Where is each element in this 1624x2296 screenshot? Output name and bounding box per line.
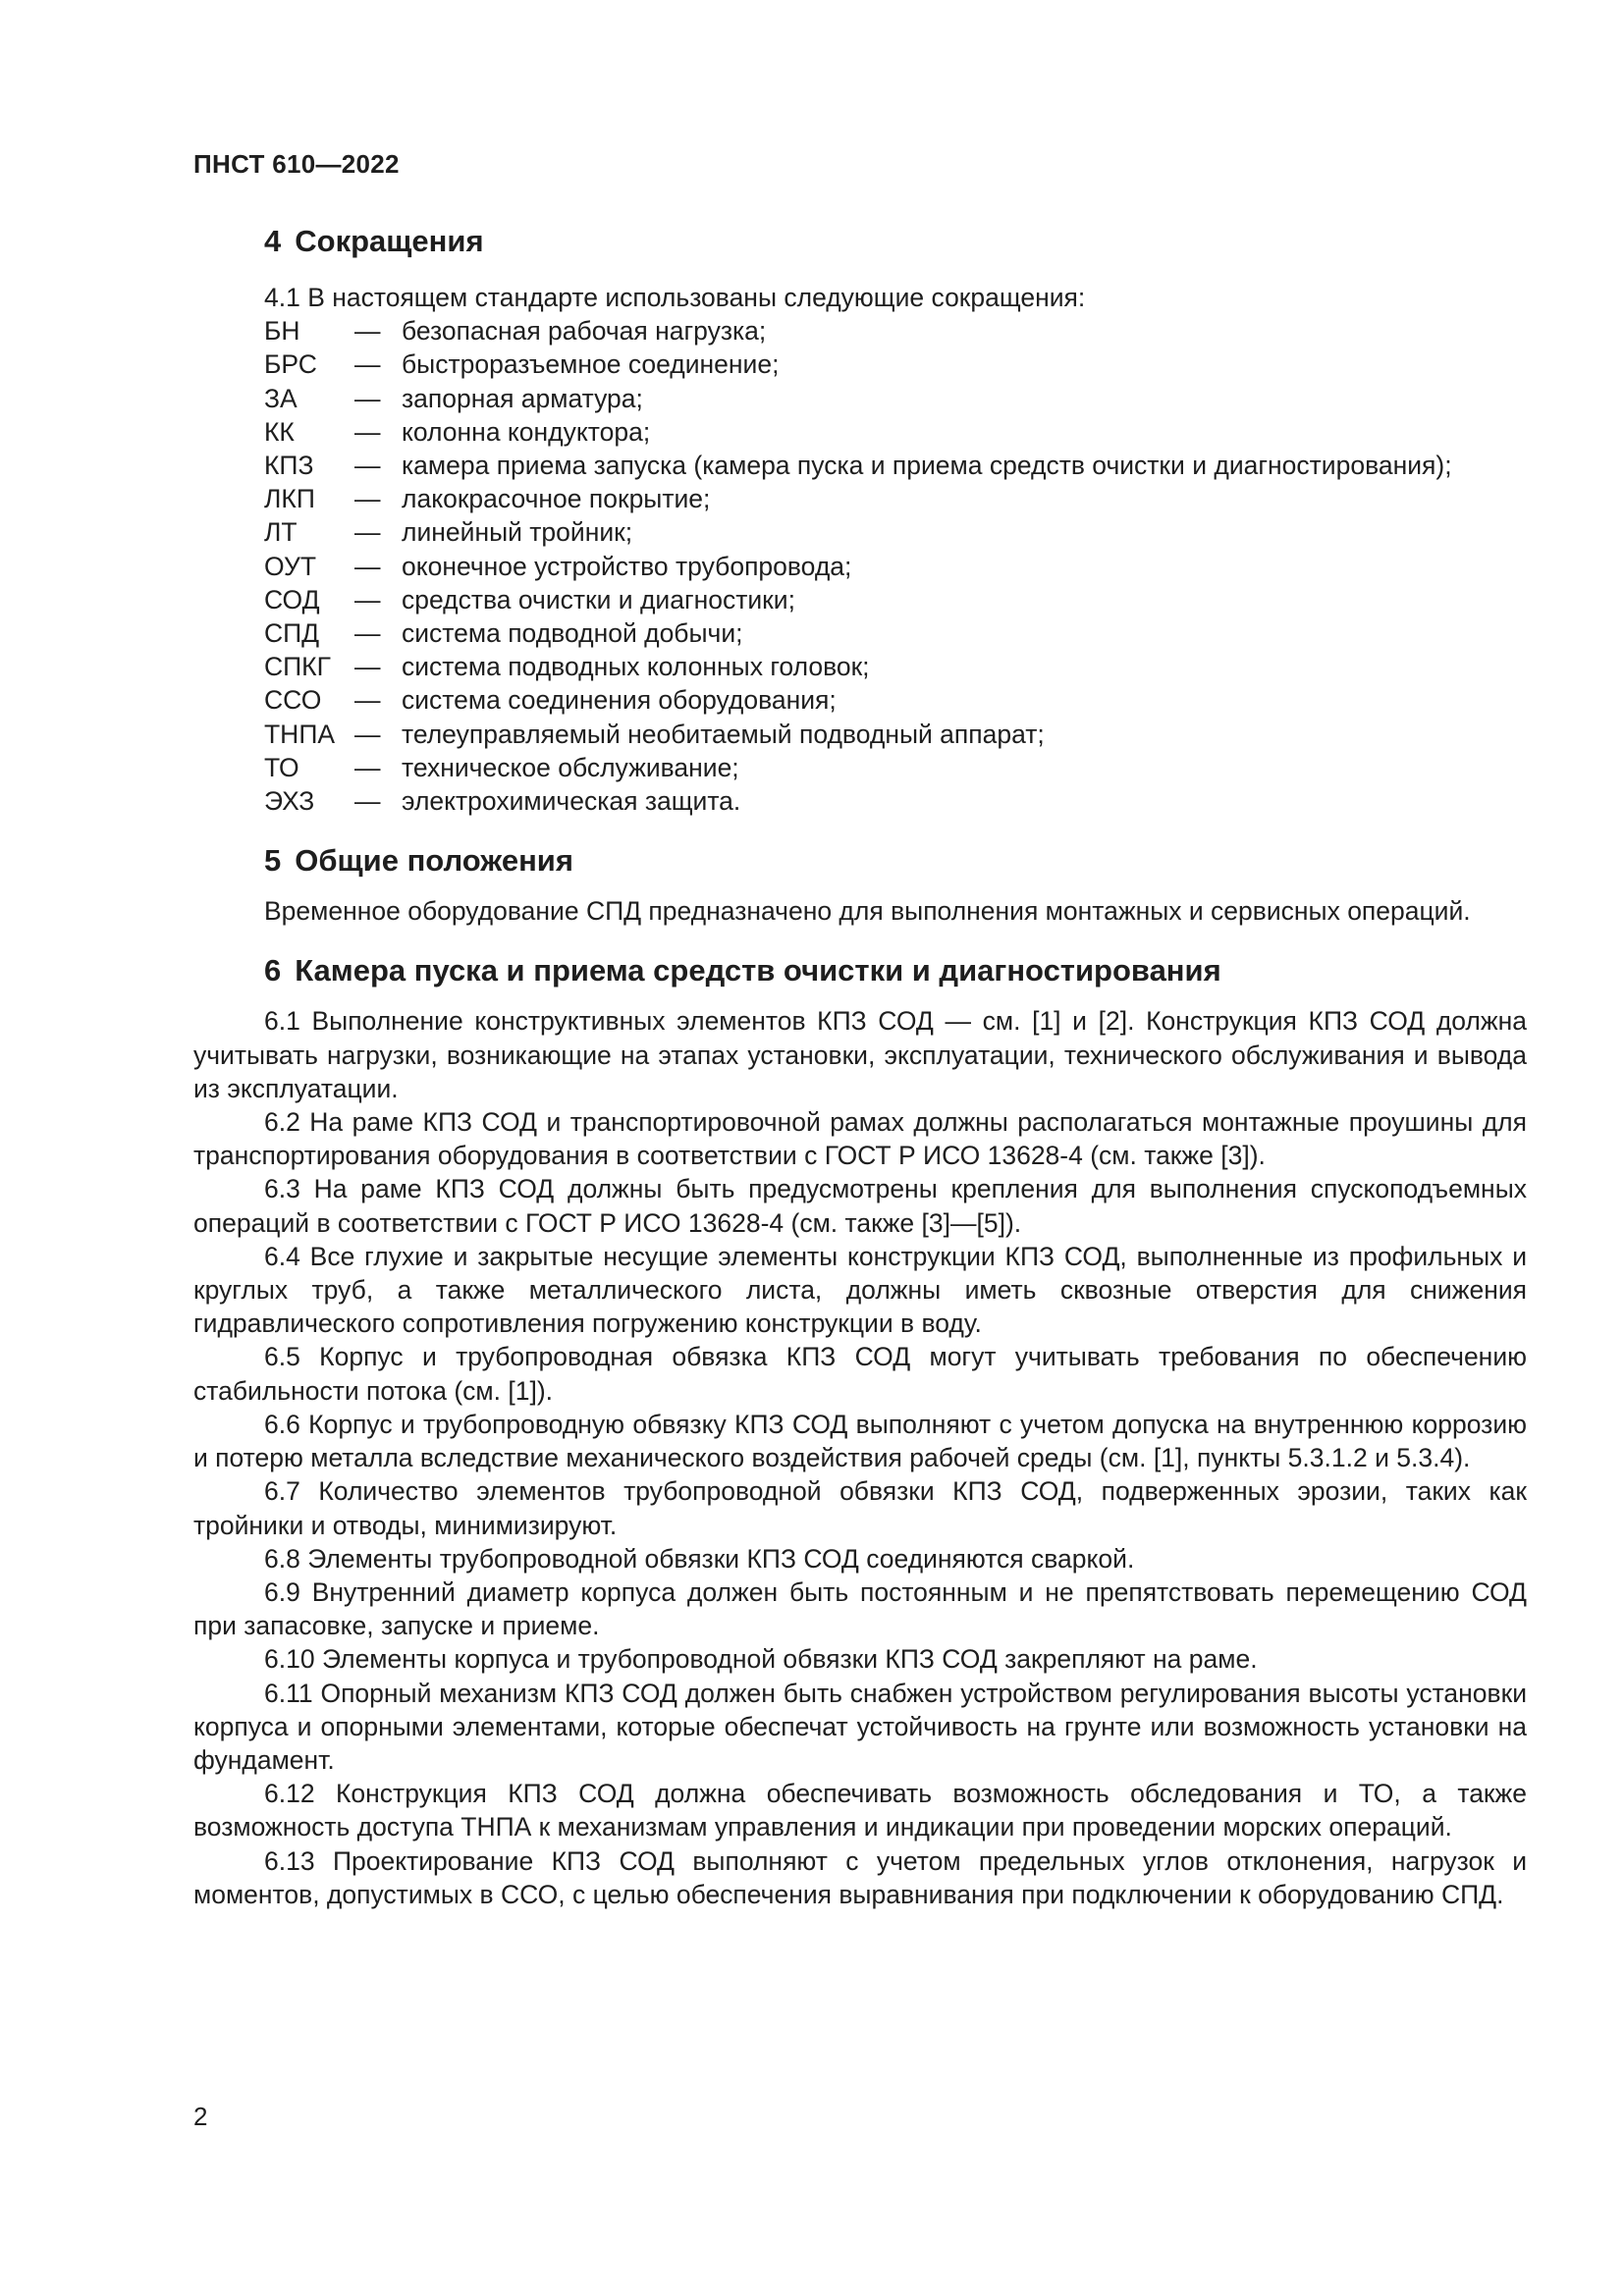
section-6-body (193, 1004, 1527, 1910)
abbreviation-code: БРС (264, 349, 317, 380)
paragraph-6-1: 6.1 Выполнение конструктивных элементов КПЗ СОД — см. [1] и [2]. Конструкция КПЗ СОД должна учитывать нагрузки, возникающие на этапах установки, эксплуатации, технического обслуживания и вывода из эксплуатации. (193, 1006, 1527, 1103)
abbreviation-dash: — (354, 618, 381, 649)
abbreviation-code: ТНПА (264, 719, 336, 749)
paragraph-6-6: 6.6 Корпус и трубопроводную обвязку КПЗ СОД выполняют с учетом допуска на внутреннюю коррозию и потерю металла вследствие механического воздействия рабочей среды (см. [1], пункты 5.3.1.2 и 5.3.4). (193, 1409, 1527, 1473)
paragraph-6-7: 6.7 Количество элементов трубопроводной обвязки КПЗ СОД, подверженных эрозии, таких как тройники и отводы, минимизируют. (193, 1476, 1527, 1540)
abbreviation-definition: запорная арматура; (402, 383, 643, 413)
abbreviation-row (193, 449, 1527, 482)
abbreviation-row (193, 718, 1527, 751)
abbreviation-definition: электрохимическая защита. (402, 786, 741, 817)
abbreviation-code: ССО (264, 685, 322, 716)
abbreviation-dash: — (354, 416, 381, 447)
section-4-intro: 4.1 В настоящем стандарте использованы следующие сокращения: (264, 283, 1086, 312)
abbreviation-row (193, 382, 1527, 415)
abbreviation-row (193, 784, 1527, 818)
abbreviation-dash: — (354, 517, 381, 548)
abbreviation-definition: система подводной добычи; (402, 618, 743, 649)
abbreviation-row (193, 616, 1527, 650)
abbreviation-dash: — (354, 752, 381, 782)
document-code-header: ПНСТ 610—2022 (193, 149, 400, 179)
abbreviation-definition: безопасная рабочая нагрузка; (402, 316, 767, 347)
abbreviation-dash: — (354, 451, 381, 481)
paragraph-6-11: 6.11 Опорный механизм КПЗ СОД должен быть снабжен устройством регулирования высоты установки корпуса и опорными элементами, которые обеспечат устойчивость на грунте или возможность установки на фундамент. (193, 1678, 1527, 1775)
section-5-number: 5 (264, 843, 282, 879)
abbreviation-definition: техническое обслуживание; (402, 752, 739, 782)
abbreviation-row (193, 347, 1527, 381)
abbreviation-definition: оконечное устройство трубопровода; (402, 551, 852, 581)
paragraph-6-2: 6.2 На раме КПЗ СОД и транспортировочной рамах должны располагаться монтажные проушины для транспортирования оборудования в соответствии с ГОСТ Р ИСО 13628-4 (см. также [3]). (193, 1107, 1527, 1171)
section-5-paragraph: Временное оборудование СПД предназначено для выполнения монтажных и сервисных операций. (264, 896, 1471, 927)
abbreviation-code: БН (264, 316, 300, 347)
abbreviation-dash: — (354, 551, 381, 581)
section-5-title-text: Общие положения (295, 843, 573, 879)
abbreviation-row (193, 314, 1527, 347)
abbreviation-row (193, 550, 1527, 583)
abbreviation-list (193, 314, 1527, 818)
abbreviation-code: ЭХЗ (264, 786, 315, 817)
abbreviation-dash: — (354, 383, 381, 413)
section-4-title (193, 222, 1527, 261)
abbreviation-definition: быстроразъемное соединение; (402, 349, 780, 380)
abbreviation-dash: — (354, 349, 381, 380)
paragraph-6-10: 6.10 Элементы корпуса и трубопроводной обвязки КПЗ СОД закрепляют на раме. (264, 1644, 1258, 1675)
section-4-title-text: Сокращения (295, 224, 484, 258)
abbreviation-row (193, 482, 1527, 515)
abbreviation-code: КПЗ (264, 451, 314, 481)
abbreviation-dash: — (354, 484, 381, 514)
abbreviation-code: СОД (264, 584, 320, 614)
page-content (193, 222, 1527, 1911)
paragraph-6-8: 6.8 Элементы трубопроводной обвязки КПЗ СОД соединяются сваркой. (264, 1543, 1135, 1574)
abbreviation-code: СПКГ (264, 652, 331, 682)
abbreviation-row (193, 515, 1527, 549)
paragraph-6-3: 6.3 На раме КПЗ СОД должны быть предусмотрены крепления для выполнения спускоподъемных операций в соответствии с ГОСТ Р ИСО 13628-4 (см. также [3]—[5]). (193, 1174, 1527, 1238)
section-6-title (193, 951, 1527, 990)
abbreviation-definition: телеуправляемый необитаемый подводный аппарат; (402, 719, 1045, 749)
abbreviation-definition: средства очистки и диагностики; (402, 584, 795, 614)
abbreviation-code: ЛТ (264, 517, 298, 548)
abbreviation-definition: линейный тройник; (402, 517, 633, 548)
section-5-title (193, 841, 1527, 881)
paragraph-6-9: 6.9 Внутренний диаметр корпуса должен быть постоянным и не препятствовать перемещению СОД при запасовке, запуске и приеме. (193, 1576, 1527, 1641)
abbreviation-row (193, 683, 1527, 717)
abbreviation-row (193, 415, 1527, 449)
abbreviation-code: КК (264, 416, 295, 447)
abbreviation-definition: колонна кондуктора; (402, 416, 651, 447)
abbreviation-code: ЗА (264, 383, 298, 413)
abbreviation-dash: — (354, 316, 381, 347)
abbreviation-code: ОУТ (264, 551, 317, 581)
paragraph-6-13: 6.13 Проектирование КПЗ СОД выполняют с учетом предельных углов отклонения, нагрузок и моментов, допустимых в ССО, с целью обеспечения выравнивания при подключении к оборудованию СПД. (193, 1845, 1527, 1909)
section-6-title-text: Камера пуска и приема средств очистки и диагностирования (295, 953, 1221, 988)
section-4-number: 4 (264, 224, 282, 258)
paragraph-6-5: 6.5 Корпус и трубопроводная обвязка КПЗ СОД могут учитывать требования по обеспечению стабильности потока (см. [1]). (193, 1342, 1527, 1406)
abbreviation-code: СПД (264, 618, 320, 649)
section-6-number: 6 (264, 953, 282, 988)
paragraph-6-4: 6.4 Все глухие и закрытые несущие элементы конструкции КПЗ СОД, выполненные из профильных и круглых труб, а также металлического листа, должны иметь сквозные отверстия для снижения гидравлического сопротивления погружению конструкции в воду. (193, 1241, 1527, 1339)
abbreviation-definition: система соединения оборудования; (402, 685, 837, 716)
abbreviation-definition: система подводных колонных головок; (402, 652, 870, 682)
abbreviation-row (193, 583, 1527, 616)
abbreviation-dash: — (354, 584, 381, 614)
abbreviation-definition: камера приема запуска (камера пуска и приема средств очистки и диагностирования); (402, 451, 1452, 481)
abbreviation-row (193, 751, 1527, 784)
abbreviation-code: ТО (264, 752, 299, 782)
abbreviation-dash: — (354, 786, 381, 817)
paragraph-6-12: 6.12 Конструкция КПЗ СОД должна обеспечивать возможность обследования и ТО, а также возможность доступа ТНПА к механизмам управления и индикации при проведении морских операций. (193, 1779, 1527, 1842)
abbreviation-dash: — (354, 719, 381, 749)
abbreviation-row (193, 650, 1527, 683)
abbreviation-code: ЛКП (264, 484, 315, 514)
abbreviation-dash: — (354, 685, 381, 716)
page-number: 2 (193, 2102, 208, 2131)
abbreviation-definition: лакокрасочное покрытие; (402, 484, 711, 514)
abbreviation-dash: — (354, 652, 381, 682)
